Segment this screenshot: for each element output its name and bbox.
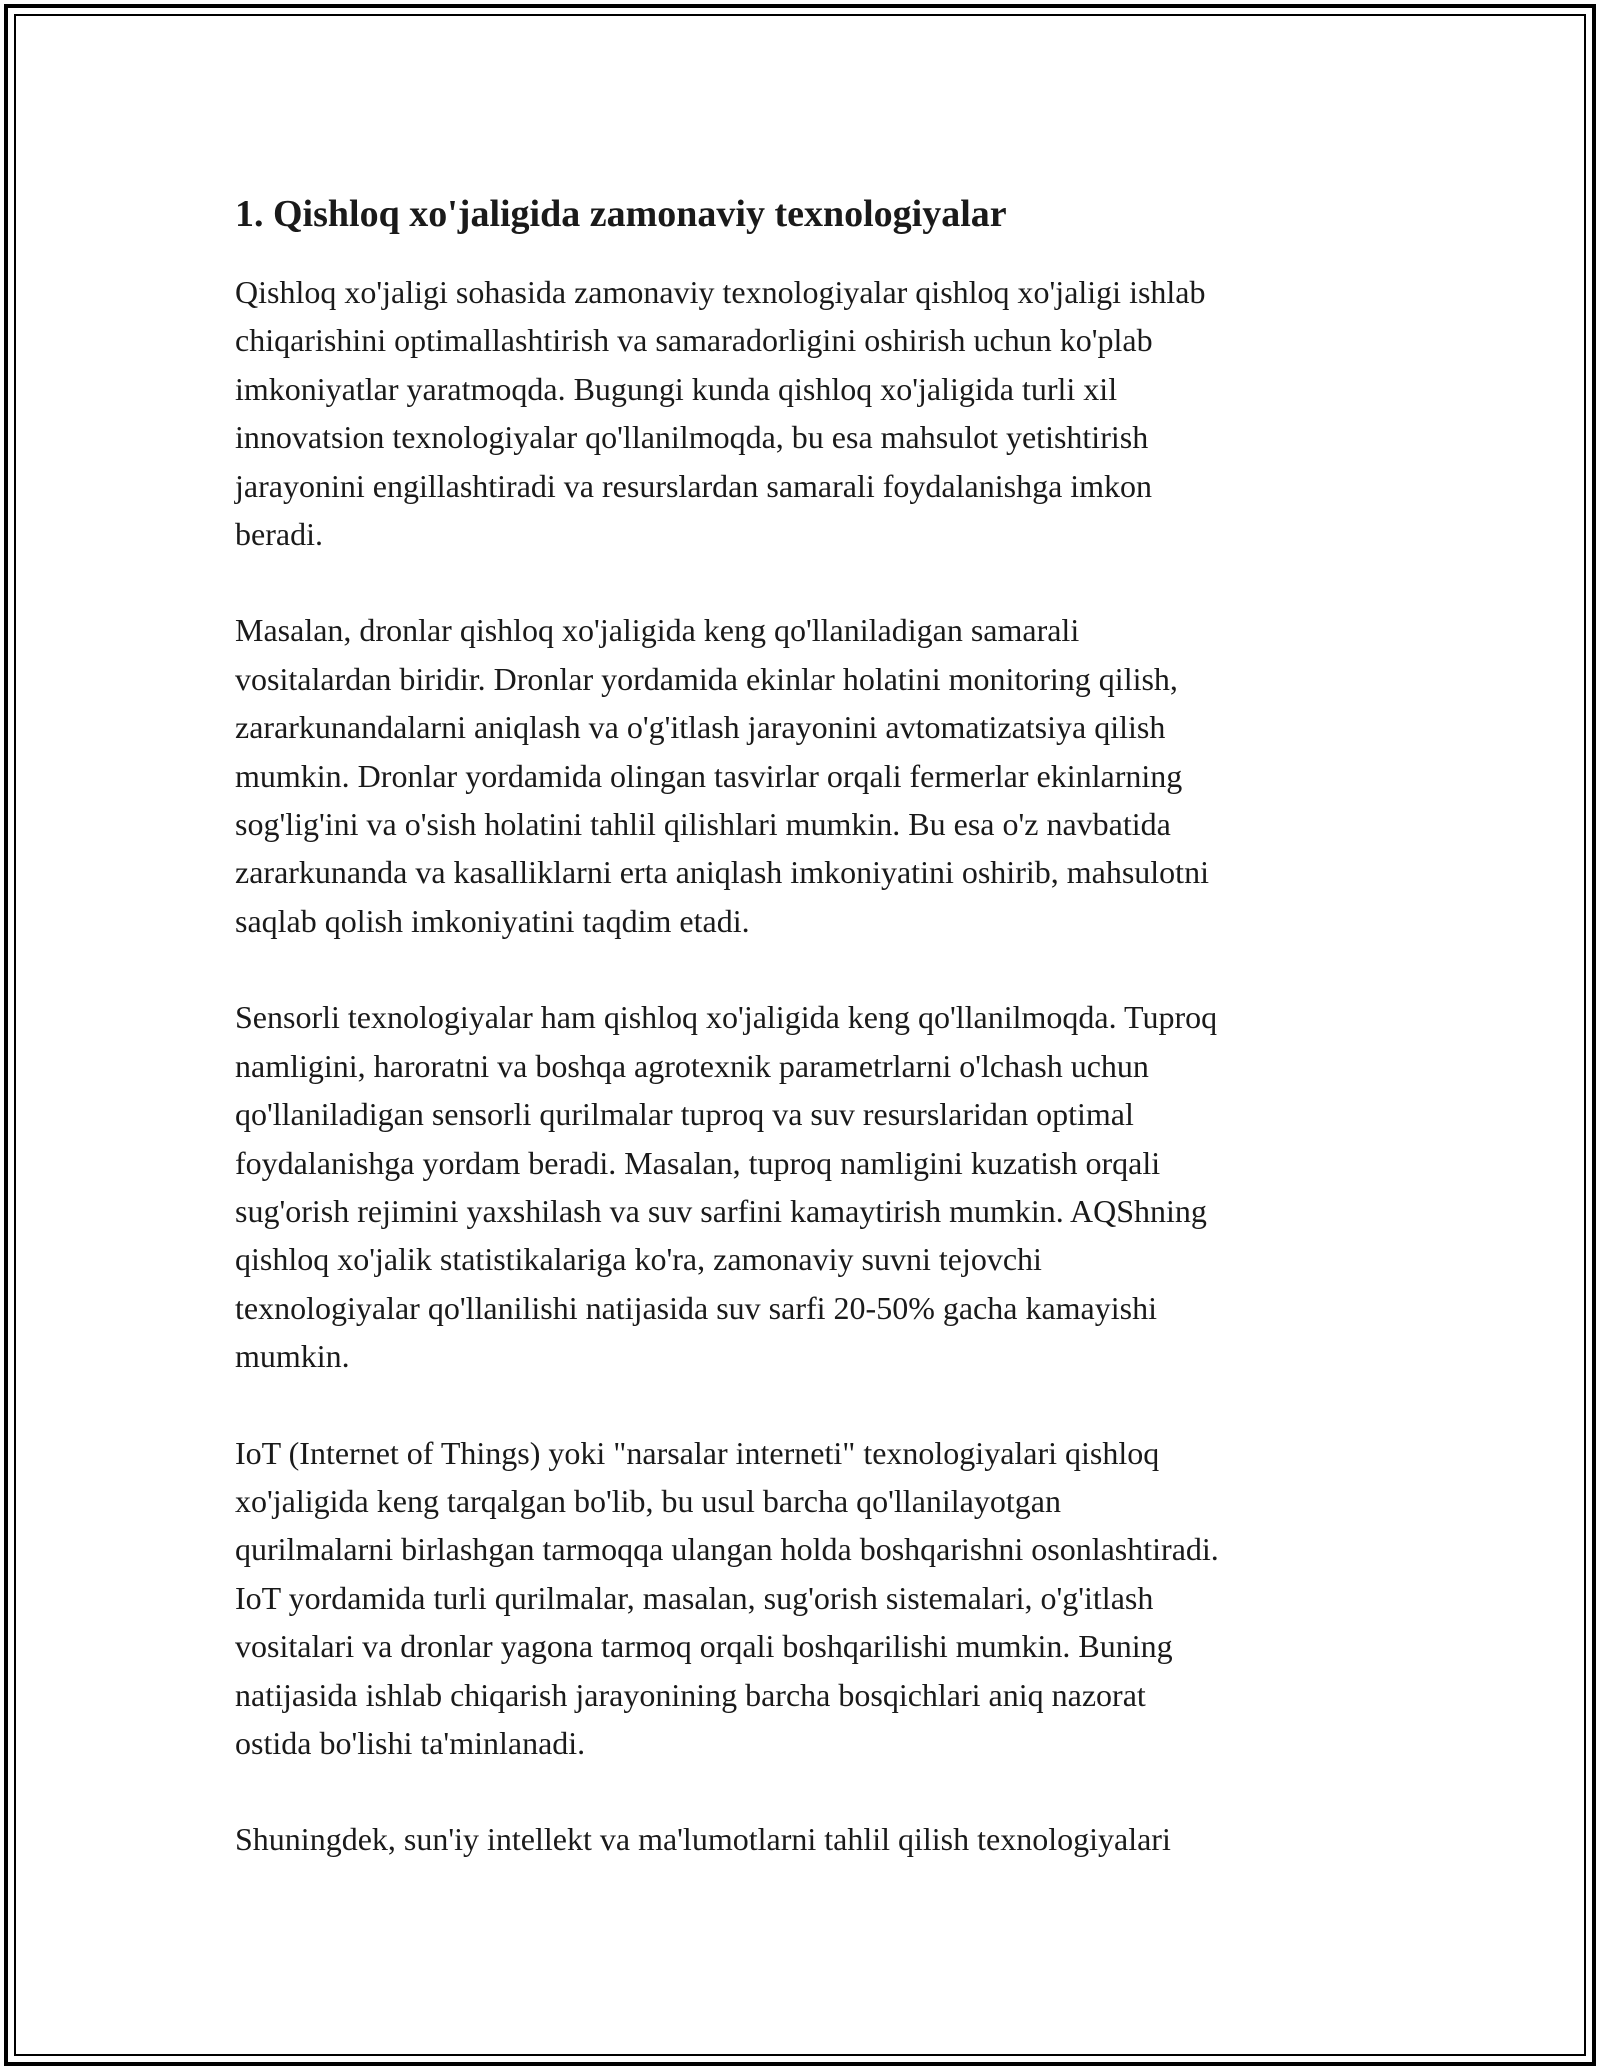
paragraph-3: Sensorli texnologiyalar ham qishloq xo'jaligida keng qo'llanilmoqda. Tuproq namligini, haroratni va boshqa agrotexnik parametrlarni o'lchash uchun qo'llaniladigan sensorli qurilmalar tuproq va suv resurslaridan optimal foydalanishga yordam beradi. Masalan, tuproq namligini kuzatish orqali sug'orish rejimini yaxshilash va suv sarfini kamaytirish mumkin. AQShning qishloq xo'jalik statistikalariga ko'ra, zamonaviy suvni tejovchi texnologiyalar qo'llanilishi natijasida suv sarfi 20-50% gacha kamayishi mumkin. xyxy=(235,999,1218,1375)
document-body xyxy=(235,182,1375,1912)
paragraph-2: Masalan, dronlar qishloq xo'jaligida keng qo'llaniladigan samarali vositalardan biridir. Dronlar yordamida ekinlar holatini monitoring qilish, zararkunandalarni aniqlash va o'g'itlash jarayonini avtomatizatsiya qilish mumkin. Dronlar yordamida olingan tasvirlar orqali fermerlar ekinlarning sog'lig'ini va o'sish holatini tahlil qilishlari mumkin. Bu esa o'z navbatida zararkunanda va kasalliklarni erta aniqlash imkoniyatini oshirib, mahsulotni saqlab qolish imkoniyatini taqdim etadi. xyxy=(235,612,1209,939)
paragraph-5: Shuningdek, sun'iy intellekt va ma'lumotlarni tahlil qilish texnologiyalari xyxy=(235,1821,1171,1858)
paragraph-4: IoT (Internet of Things) yoki "narsalar interneti" texnologiyalari qishloq xo'jaligida keng tarqalgan bo'lib, bu usul barcha qo'llanilayotgan qurilmalarni birlashgan tarmoqqa ulangan holda boshqarishni osonlashtiradi. IoT yordamida turli qurilmalar, masalan, sug'orish sistemalari, o'g'itlash vositalari va dronlar yagona tarmoq orqali boshqarilishi mumkin. Buning natijasida ishlab chiqarish jarayonining barcha bosqichlari aniq nazorat ostida bo'lishi ta'minlanadi. xyxy=(235,1434,1219,1761)
paragraph-1: Qishloq xo'jaligi sohasida zamonaviy texnologiyalar qishloq xo'jaligi ishlab chiqarishini optimallashtirish va samaradorligini oshirish uchun ko'plab imkoniyatlar yaratmoqda. Bugungi kunda qishloq xo'jaligida turli xil innovatsion texnologiyalar qo'llanilmoqda, bu esa mahsulot yetishtirish jarayonini engillashtiradi va resurslardan samarali foydalanishga imkon beradi. xyxy=(235,274,1206,553)
section-title: 1. Qishloq xo'jaligida zamonaviy texnologiyalar xyxy=(235,193,1007,235)
